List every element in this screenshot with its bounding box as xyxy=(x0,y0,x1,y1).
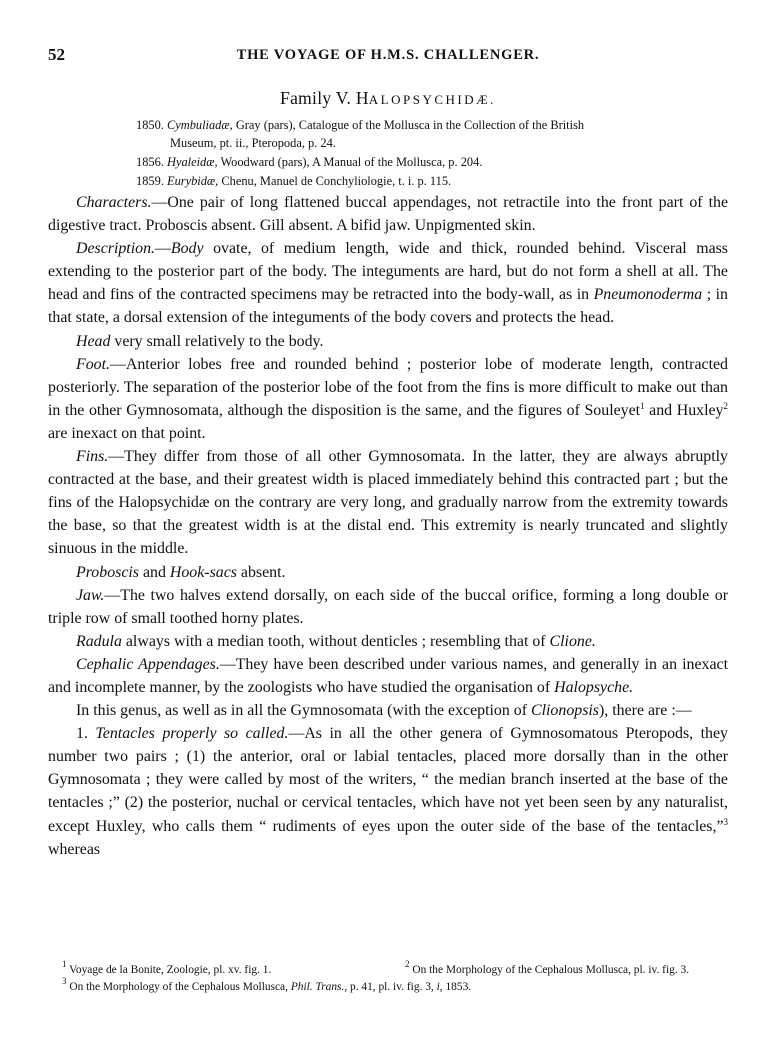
body-text xyxy=(48,191,728,861)
heading-description: Description. xyxy=(76,240,156,258)
term-radula: Radula xyxy=(76,632,122,650)
genus-name: Pneumonoderma xyxy=(593,286,703,304)
paragraph-text: whereas xyxy=(48,840,101,858)
synonym-name: Cymbuliadæ, xyxy=(167,118,233,132)
paragraph-text: absent. xyxy=(236,563,286,581)
synonym-entry xyxy=(136,116,732,152)
running-header xyxy=(48,45,728,69)
running-title: THE VOYAGE OF H.M.S. CHALLENGER. xyxy=(236,47,540,63)
paragraph-fins xyxy=(48,445,728,560)
paragraph-text: —Anterior lobes free and rounded behind ; posterior lobe of moderate length, contracted posteriorly. The separation of the posterior lobe of the foot from the fins is more difficult to make out than in the other Gymnosomata, although the disposition is the same, and the figures of Souleyet xyxy=(48,355,728,419)
paragraph-text: —They differ from those of all other Gymnosomata. In the latter, they are always abruptly contracted at the base, and their greatest width is placed immediately behind this contracted part ; but the fins of the Halopsychidæ on the contrary are very long, and gradually narrow from the extremity towards the base, so that the greatest width is at the distal end. This extremity is nearly truncated and slightly sinuous in the middle. xyxy=(48,448,728,558)
synonym-year: 1859. xyxy=(136,174,164,188)
family-name-smallcaps: ALOPSYCHIDÆ. xyxy=(368,92,496,107)
paragraph-genus xyxy=(48,699,728,722)
journal-name: Phil. Trans. xyxy=(290,981,345,993)
paragraph-text: and xyxy=(138,563,170,581)
footnote-2 xyxy=(405,959,690,979)
synonym-entry xyxy=(136,172,732,190)
family-prefix: Family V. xyxy=(280,88,356,108)
footnote-ref: 3 xyxy=(723,816,728,827)
heading-foot: Foot. xyxy=(76,355,110,373)
footnote-text: , 1853. xyxy=(439,981,472,993)
heading-jaw: Jaw. xyxy=(76,586,105,604)
heading-tentacles: Tentacles properly so called. xyxy=(95,725,289,743)
paragraph-characters xyxy=(48,191,728,237)
genus-name: Clione. xyxy=(549,632,596,650)
footnote-mark: 3 xyxy=(62,976,67,986)
term-hook-sacs: Hook-sacs xyxy=(169,563,237,581)
footnote-mark: 2 xyxy=(405,959,410,969)
heading-characters: Characters. xyxy=(76,194,152,211)
paragraph-text: —One pair of long flattened buccal appendages, not retractile into the front part of the digestive tract. Proboscis absent. Gill absent. A bifid jaw. Unpigmented skin. xyxy=(48,194,728,235)
paragraph-text: In this genus, as well as in all the Gymnosomata (with the exception of xyxy=(76,702,531,720)
dash: — xyxy=(155,240,171,258)
footnote-3 xyxy=(62,976,472,996)
paragraph-text: —As in all the other genera of Gymnosomatous Pteropods, they number two pairs ; (1) the anterior, oral or labial tentacles, placed more dorsally than in the other Gymnosomata ; they were called by most of the writers, “ the median branch inserted at the base of the tentacles ;” (2) the posterior, nuchal or cervical tentacles, which have not yet been seen by any naturalist, except Huxley, who calls them “ rudiments of eyes upon the outer side of the base of the tentacles,” xyxy=(48,725,728,835)
synonym-name: Hyaleidæ, xyxy=(167,155,218,169)
paragraph-foot xyxy=(48,353,728,445)
paragraph-cephalic xyxy=(48,653,728,699)
page-number: 52 xyxy=(48,45,65,64)
genus-name: Clionopsis xyxy=(531,702,599,720)
footnote-text: On the Morphology of the Cephalous Mollusca, pl. iv. fig. 3. xyxy=(409,964,690,976)
paragraph-proboscis xyxy=(48,561,728,584)
term-proboscis: Proboscis xyxy=(76,563,139,581)
family-initial: H xyxy=(355,88,369,108)
paragraph-text: —The two halves extend dorsally, on each side of the buccal orifice, forming a long double or triple row of small toothed horny plates. xyxy=(48,586,728,627)
paragraph-jaw xyxy=(48,584,728,630)
footnote-ref: 1 xyxy=(640,400,645,411)
paragraph-text: ; in that state, a dorsal extension of the integuments of the body covers and protects the head. xyxy=(48,286,728,327)
paragraph-tentacles xyxy=(48,722,728,861)
paragraph-head xyxy=(48,330,728,353)
paragraph-radula xyxy=(48,630,728,653)
figure-letter: i xyxy=(436,981,440,993)
footnote-ref: 2 xyxy=(723,400,728,411)
synonym-citation: Gray (pars), Catalogue of the Mollusca in the Collection of the British xyxy=(232,118,585,132)
synonym-year: 1850. xyxy=(136,118,164,132)
footnote-1 xyxy=(62,959,272,979)
synonym-entry xyxy=(136,153,732,171)
heading-fins: Fins. xyxy=(76,448,109,466)
family-heading xyxy=(0,88,776,109)
synonym-citation-cont: Museum, pt. ii., Pteropoda, p. 24. xyxy=(170,136,336,150)
paragraph-description xyxy=(48,237,728,329)
footnote-text: , p. 41, pl. iv. fig. 3, xyxy=(344,981,437,993)
paragraph-text: —They have been described under various names, and generally in an inexact and incomplete manner, by the zoologists who have studied the organisation of xyxy=(48,655,728,696)
paragraph-text: always with a median tooth, without denticles ; resembling that of xyxy=(121,632,550,650)
synonym-year: 1856. xyxy=(136,155,164,169)
synonym-citation: Chenu, Manuel de Conchyliologie, t. i. p. 115. xyxy=(218,174,452,188)
heading-cephalic-appendages: Cephalic Appendages. xyxy=(76,655,220,673)
paragraph-text: and Huxley xyxy=(644,401,724,419)
synonym-name: Eurybidæ, xyxy=(167,174,219,188)
footnote-text: On the Morphology of the Cephalous Mollusca, xyxy=(66,981,291,993)
list-number: 1. xyxy=(76,725,96,743)
paragraph-text: ovate, of medium length, wide and thick, rounded behind. Visceral mass extending to the posterior part of the body. The integuments are hard, but do not form a shell at all. The head and fins of the contracted specimens may be retracted into the body-wall, as in xyxy=(48,240,728,304)
genus-name: Halopsyche. xyxy=(554,678,634,696)
paragraph-text: very small relatively to the body. xyxy=(110,332,324,350)
term-body: Body xyxy=(170,240,204,258)
paragraph-text: ), there are :— xyxy=(599,702,692,720)
term-head: Head xyxy=(76,332,111,350)
synonym-citation: Woodward (pars), A Manual of the Mollusca, p. 204. xyxy=(217,155,483,169)
footnote-mark: 1 xyxy=(62,959,67,969)
paragraph-text: are inexact on that point. xyxy=(48,424,206,442)
footnote-text: Voyage de la Bonite, Zoologie, pl. xv. fig. 1. xyxy=(66,964,272,976)
